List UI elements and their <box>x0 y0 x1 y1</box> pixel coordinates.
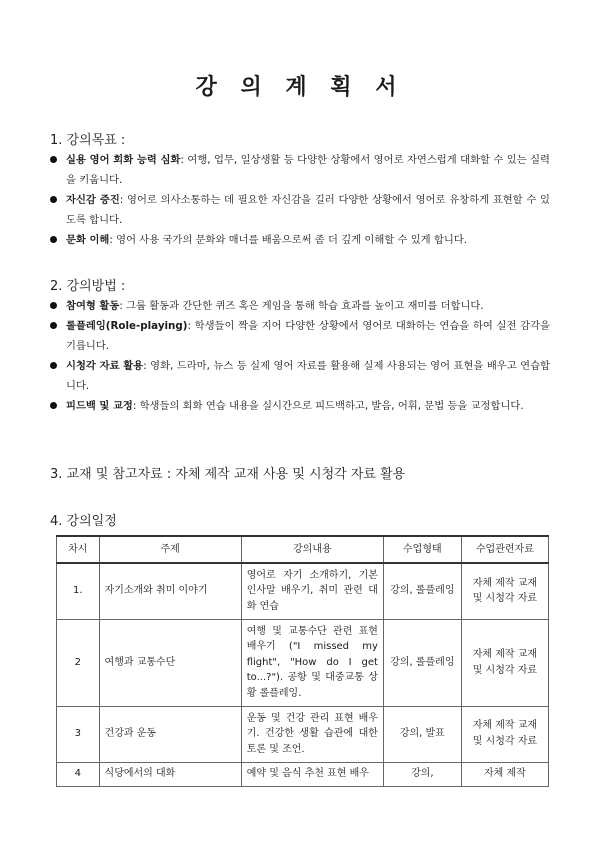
table-row <box>57 619 549 706</box>
session-number: 1. <box>57 563 100 619</box>
column-header: 주제 <box>99 536 241 563</box>
methods-heading: 2. 강의방법 : <box>50 279 126 294</box>
bullet-icon <box>50 402 57 409</box>
session-material: 자체 제작 교재 및 시청각 자료 <box>461 619 548 706</box>
list-item: 문화 이해: 영어 사용 국가의 문화와 매너를 배움으로써 좀 더 깊게 이해할 수 있게 합니다. <box>50 230 550 250</box>
list-item: 실용 영어 회화 능력 심화: 여행, 업무, 일상생활 등 다양한 상황에서 영어로 자연스럽게 대화할 수 있는 실력을 키웁니다. <box>50 150 550 190</box>
session-topic: 자기소개와 취미 이야기 <box>99 563 241 619</box>
bullet-icon <box>50 322 57 329</box>
list-item: 롤플레잉(Role-playing): 학생들이 짝을 지어 다양한 상황에서 영어로 대화하는 연습을 하여 실전 감각을 기릅니다. <box>50 316 550 356</box>
session-content: 영어로 자기 소개하기, 기본 인사말 배우기, 취미 관련 대화 연습 <box>241 563 383 619</box>
list-item: 자신감 증진: 영어로 의사소통하는 데 필요한 자신감을 길러 다양한 상황에서 영어로 유창하게 표현할 수 있도록 합니다. <box>50 190 550 230</box>
goals-list <box>50 150 550 250</box>
session-type: 강의, 롤플레잉 <box>383 619 461 706</box>
session-type: 강의, 롤플레잉 <box>383 563 461 619</box>
session-number: 4 <box>57 762 100 786</box>
bullet-icon <box>50 302 57 309</box>
column-header: 차시 <box>57 536 100 563</box>
document-title: 강 의 계 획 서 <box>195 75 405 100</box>
session-material: 자체 제작 교재 및 시청각 자료 <box>461 706 548 762</box>
table-header-row <box>57 536 549 563</box>
list-item: 참여형 활동: 그룹 활동과 간단한 퀴즈 혹은 게임을 통해 학습 효과를 높이고 재미를 더합니다. <box>50 296 550 316</box>
column-header: 수업형태 <box>383 536 461 563</box>
table-row <box>57 706 549 762</box>
session-material: 자체 제작 <box>461 762 548 786</box>
session-content: 여행 및 교통수단 관련 표현 배우기 ("I missed my flight", "How do I get to...?"). 공항 및 대중교통 상황 롤플레잉. <box>241 619 383 706</box>
goals-heading: 1. 강의목표 : <box>50 133 126 148</box>
session-topic: 여행과 교통수단 <box>99 619 241 706</box>
session-number: 2 <box>57 619 100 706</box>
session-type: 강의, 발표 <box>383 706 461 762</box>
session-material: 자체 제작 교재 및 시청각 자료 <box>461 563 548 619</box>
schedule-table <box>56 535 549 787</box>
bullet-icon <box>50 196 57 203</box>
session-content: 운동 및 건강 관리 표현 배우기. 건강한 생활 습관에 대한 토론 및 조언. <box>241 706 383 762</box>
materials-heading: 3. 교재 및 참고자료 : 자체 제작 교재 사용 및 시청각 자료 활용 <box>50 467 406 482</box>
column-header: 강의내용 <box>241 536 383 563</box>
bullet-icon <box>50 362 57 369</box>
bullet-icon <box>50 156 57 163</box>
list-item: 피드백 및 교정: 학생들의 회화 연습 내용을 실시간으로 피드백하고, 발음, 어휘, 문법 등을 교정합니다. <box>50 396 550 416</box>
session-content: 예약 및 음식 추천 표현 배우 <box>241 762 383 786</box>
list-item: 시청각 자료 활용: 영화, 드라마, 뉴스 등 실제 영어 자료를 활용해 실제 사용되는 영어 표현을 배우고 연습합니다. <box>50 356 550 396</box>
session-topic: 건강과 운동 <box>99 706 241 762</box>
session-topic: 식당에서의 대화 <box>99 762 241 786</box>
table-row <box>57 563 549 619</box>
table-row <box>57 762 549 786</box>
session-type: 강의, <box>383 762 461 786</box>
column-header: 수업관련자료 <box>461 536 548 563</box>
bullet-icon <box>50 236 57 243</box>
session-number: 3 <box>57 706 100 762</box>
methods-list <box>50 296 550 416</box>
schedule-heading: 4. 강의일정 <box>50 514 117 529</box>
